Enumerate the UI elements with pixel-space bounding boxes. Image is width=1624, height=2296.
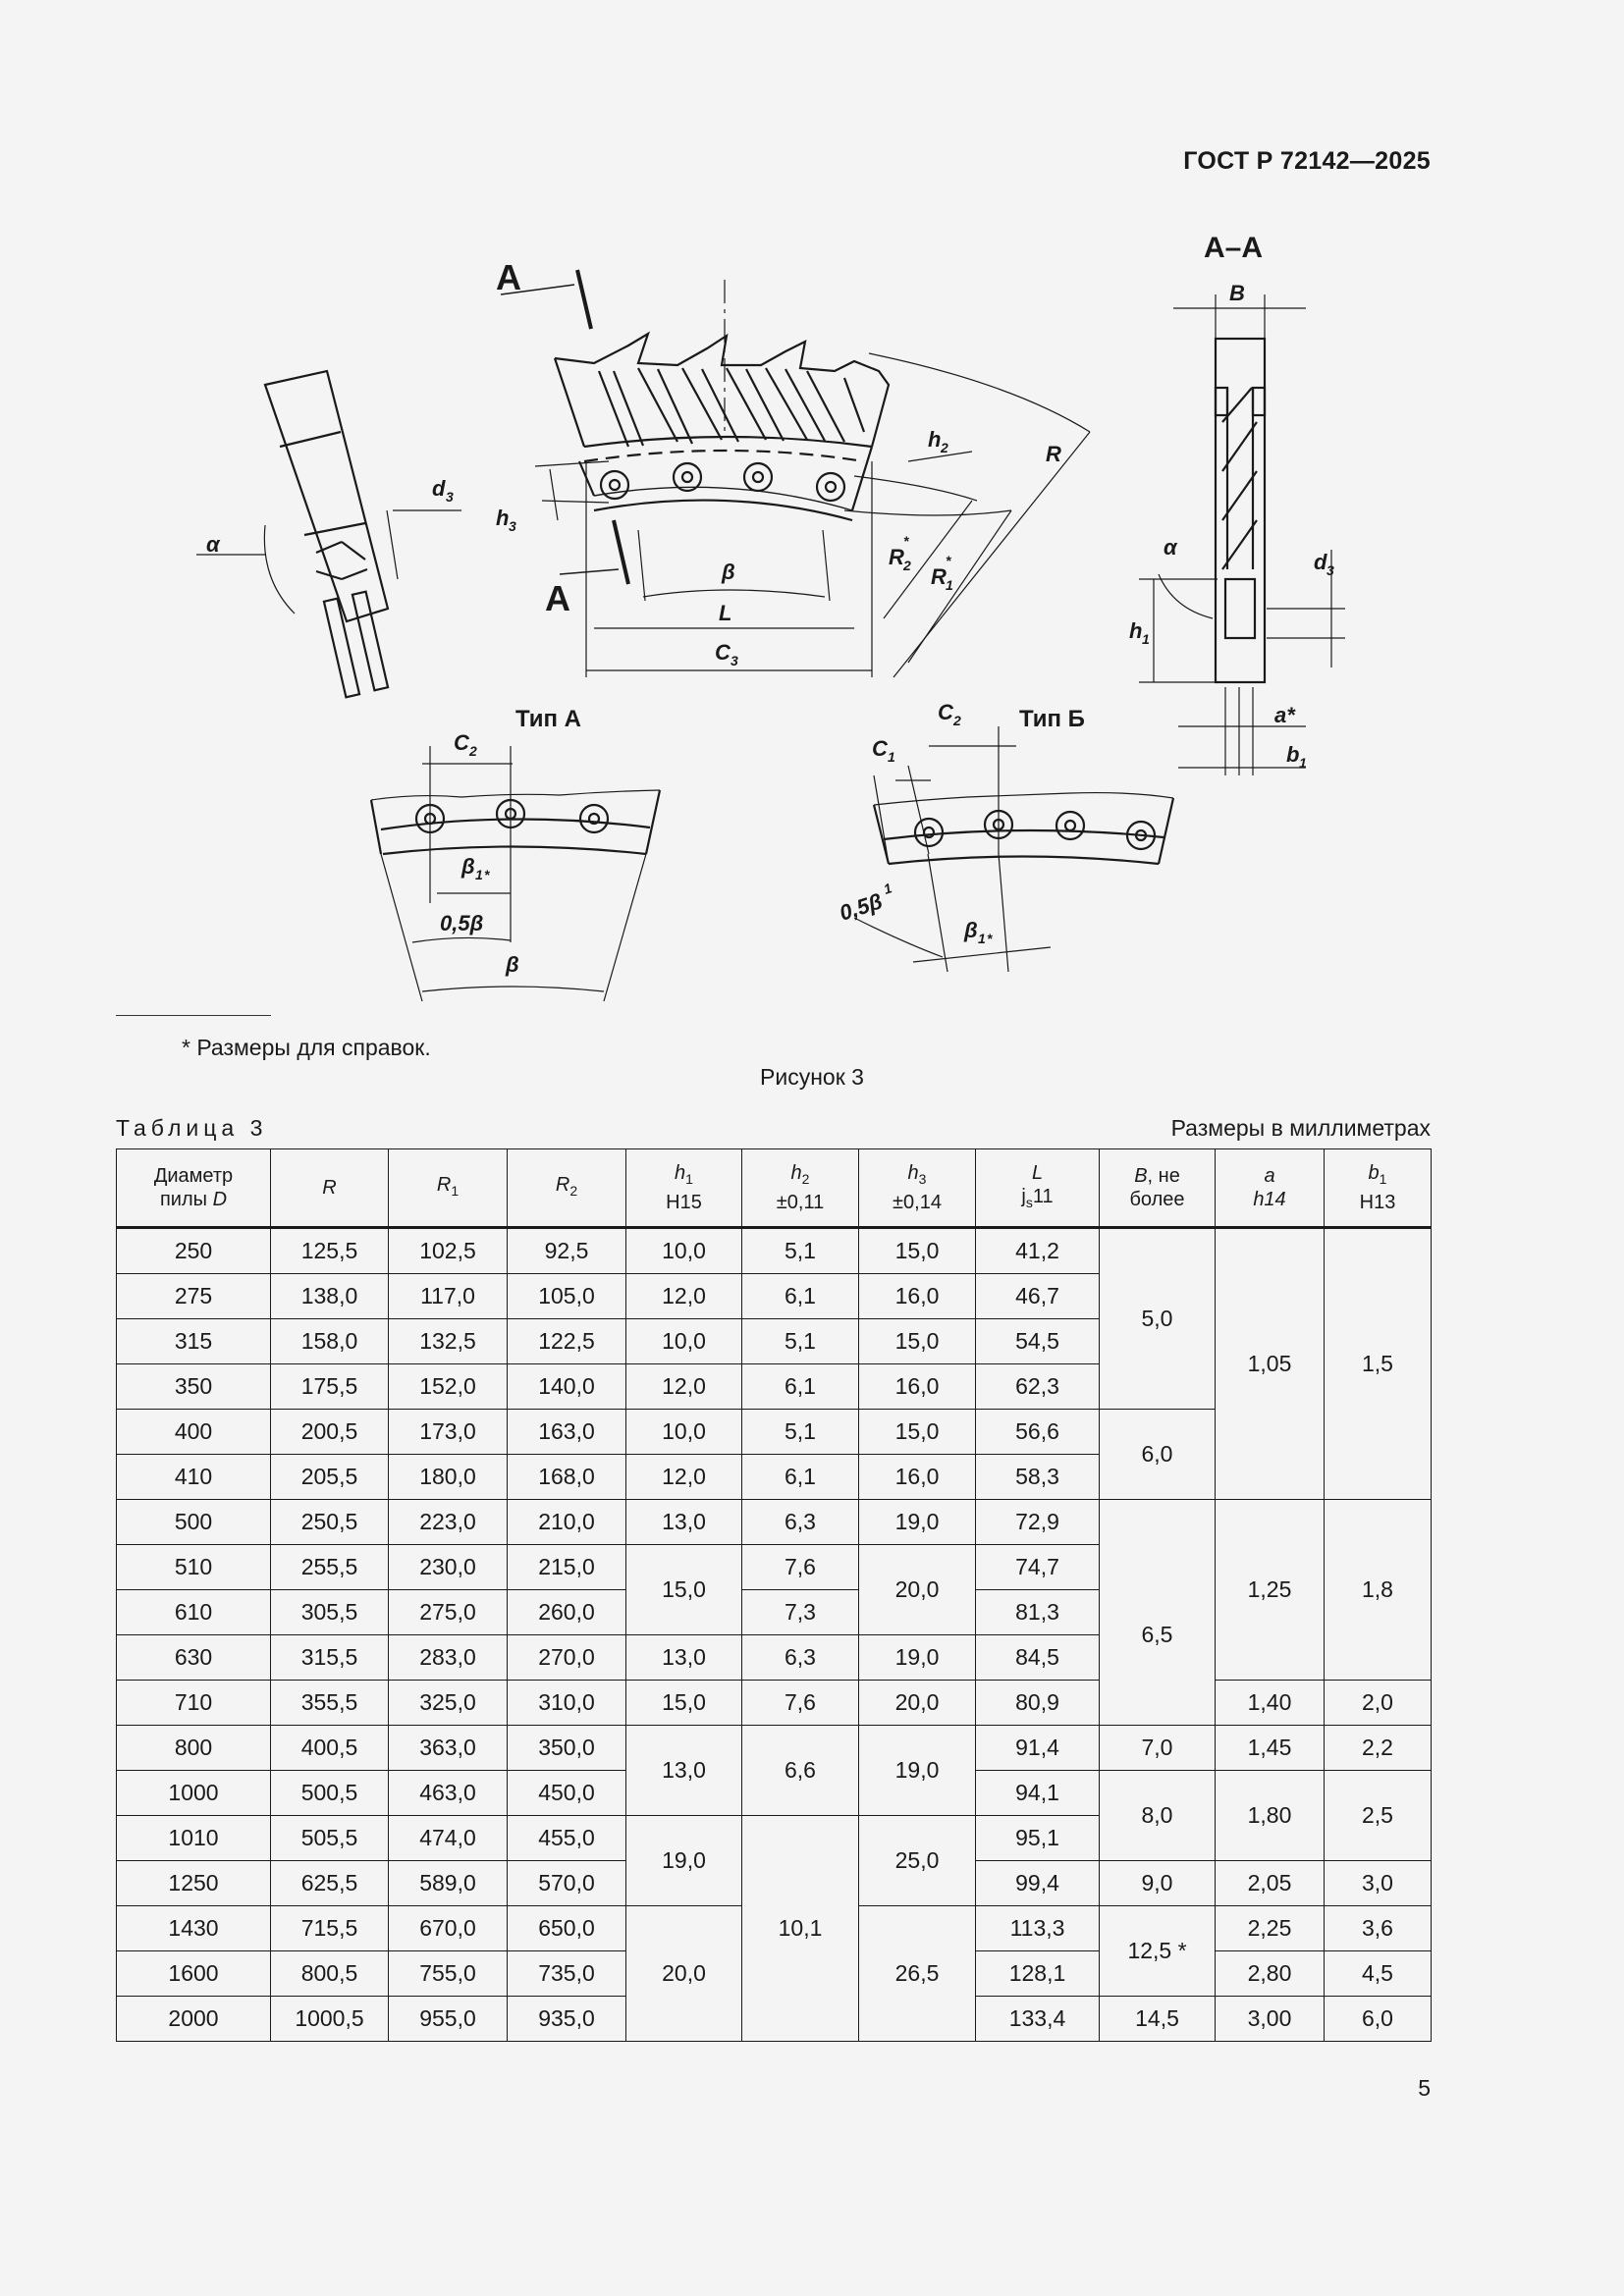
- type-a-label: Тип А: [515, 706, 581, 732]
- cell-r: 205,5: [271, 1455, 389, 1500]
- dim-half-beta1-b-sub: 1: [881, 880, 894, 897]
- dim-beta: β: [722, 560, 735, 584]
- cell-h3: 15,0: [859, 1410, 976, 1455]
- cell-l: 72,9: [976, 1500, 1100, 1545]
- cell-h2: 7,3: [742, 1590, 859, 1635]
- cell-h1: 15,0: [626, 1545, 742, 1635]
- cell-r: 250,5: [271, 1500, 389, 1545]
- cell-l: 56,6: [976, 1410, 1100, 1455]
- cell-h2: 6,1: [742, 1364, 859, 1410]
- cell-b: 12,5 *: [1100, 1906, 1216, 1997]
- cell-r: 1000,5: [271, 1997, 389, 2042]
- dim-r1-star: *: [946, 553, 951, 568]
- dim-c2-a-sub: 2: [469, 743, 477, 759]
- cell-r2: 92,5: [508, 1228, 626, 1274]
- section-view-label: А–А: [1204, 232, 1264, 264]
- cell-l: 94,1: [976, 1771, 1100, 1816]
- table-label: Таблица 3: [116, 1115, 268, 1141]
- cell-h3: 20,0: [859, 1681, 976, 1726]
- cell-r2: 350,0: [508, 1726, 626, 1771]
- dim-h3: h: [496, 506, 510, 530]
- dim-half-beta1-b: 0,5β: [836, 888, 886, 926]
- dim-c2-a: C: [454, 730, 469, 755]
- cell-b: 7,0: [1100, 1726, 1216, 1771]
- type-a-segment: [371, 790, 660, 854]
- header-h2: $h_2$ ±0,11: [742, 1149, 859, 1228]
- cell-h1: 10,0: [626, 1319, 742, 1364]
- cell-l: 113,3: [976, 1906, 1100, 1951]
- cell-b: 9,0: [1100, 1861, 1216, 1906]
- cell-h2: 6,3: [742, 1500, 859, 1545]
- cell-h3: 15,0: [859, 1228, 976, 1274]
- dim-half-beta-a: 0,5β: [440, 911, 484, 935]
- cell-d: 1250: [117, 1861, 271, 1906]
- header-diameter: Диаметр пилы D: [117, 1149, 271, 1228]
- cell-b: 6,5: [1100, 1545, 1216, 1726]
- type-b-label: Тип Б: [1019, 706, 1085, 732]
- cell-h1: 10,0: [626, 1410, 742, 1455]
- cell-b1: 1,8: [1325, 1500, 1432, 1681]
- cell-a: 1,45: [1216, 1726, 1325, 1771]
- dim-h2-sub: 2: [941, 440, 948, 455]
- cell-r2: 270,0: [508, 1635, 626, 1681]
- cell-h2: 6,1: [742, 1274, 859, 1319]
- dim-d3-left: d: [432, 476, 446, 501]
- cell-l: 41,2: [976, 1228, 1100, 1274]
- cell-d: 510: [117, 1545, 271, 1590]
- cell-a: 1,25: [1216, 1500, 1325, 1681]
- dim-d3-right-sub: 3: [1326, 562, 1334, 578]
- cell-h1: 12,0: [626, 1455, 742, 1500]
- dim-beta1-a-sub: 1: [475, 867, 483, 882]
- cell-b: 6,0: [1100, 1410, 1216, 1500]
- table-header-row: [117, 1149, 1432, 1228]
- table-row: [117, 1500, 1432, 1545]
- tooth-dim-lines: [196, 510, 461, 614]
- section-mark-bottom: А: [545, 578, 570, 618]
- cell-r: 715,5: [271, 1906, 389, 1951]
- cell-d: 610: [117, 1590, 271, 1635]
- header-h3: $h_3$ ±0,14: [859, 1149, 976, 1228]
- cell-r2: 450,0: [508, 1771, 626, 1816]
- cell-b1: 1,5: [1325, 1228, 1432, 1500]
- dim-beta-a: β: [506, 952, 519, 977]
- cell-d: 315: [117, 1319, 271, 1364]
- cell-h3: 20,0: [859, 1545, 976, 1635]
- dim-c1-b: C: [872, 736, 888, 761]
- dim-r1-sub: 1: [946, 577, 953, 593]
- dim-h1: h: [1129, 618, 1143, 643]
- cell-b1: 3,6: [1325, 1906, 1432, 1951]
- cell-r2: 215,0: [508, 1545, 626, 1590]
- cell-b: 14,5: [1100, 1997, 1216, 2042]
- cell-b: 5,0: [1100, 1228, 1216, 1410]
- cell-r1: 117,0: [389, 1274, 508, 1319]
- cell-r2: 310,0: [508, 1681, 626, 1726]
- dim-r: R: [1046, 442, 1061, 466]
- cell-r: 138,0: [271, 1274, 389, 1319]
- cell-l: 99,4: [976, 1861, 1100, 1906]
- dim-beta1-a-star: *: [484, 867, 490, 882]
- cell-h1: 19,0: [626, 1816, 742, 1906]
- dim-h3-sub: 3: [509, 518, 516, 534]
- cell-r1: 325,0: [389, 1681, 508, 1726]
- cell-h3: 19,0: [859, 1500, 976, 1545]
- cell-r2: 140,0: [508, 1364, 626, 1410]
- cell-d: 500: [117, 1500, 271, 1545]
- figure-caption: Рисунок 3: [760, 1064, 864, 1090]
- cell-r1: 275,0: [389, 1590, 508, 1635]
- cell-h3: 15,0: [859, 1319, 976, 1364]
- dim-c1-b-sub: 1: [888, 749, 895, 765]
- cell-b1: 2,2: [1325, 1726, 1432, 1771]
- cell-l: 81,3: [976, 1590, 1100, 1635]
- cell-r1: 283,0: [389, 1635, 508, 1681]
- cell-r: 505,5: [271, 1816, 389, 1861]
- cell-r: 800,5: [271, 1951, 389, 1997]
- cell-h3: 16,0: [859, 1455, 976, 1500]
- cell-h1: 15,0: [626, 1681, 742, 1726]
- header-r1: $R_1$: [389, 1149, 508, 1228]
- footnote: * Размеры для справок.: [182, 1035, 431, 1060]
- cell-r2: 650,0: [508, 1906, 626, 1951]
- cell-d: 710: [117, 1681, 271, 1726]
- dim-c2-b-sub: 2: [953, 713, 961, 728]
- header-a: a h14: [1216, 1149, 1325, 1228]
- technical-drawing: [0, 0, 1624, 1041]
- cell-r1: 755,0: [389, 1951, 508, 1997]
- cell-r2: 260,0: [508, 1590, 626, 1635]
- header-l: L $j_s11$: [976, 1149, 1100, 1228]
- cell-h1: 13,0: [626, 1500, 742, 1545]
- cell-h3: 19,0: [859, 1726, 976, 1816]
- cell-r: 400,5: [271, 1726, 389, 1771]
- cell-a: 2,80: [1216, 1951, 1325, 1997]
- dim-beta1-a: β: [461, 854, 475, 879]
- cell-h2: 6,6: [742, 1726, 859, 1816]
- cell-b1: 6,0: [1325, 1997, 1432, 2042]
- dim-b: B: [1229, 281, 1245, 305]
- cell-h2: 5,1: [742, 1319, 859, 1364]
- segment-dim-lines: [535, 280, 1090, 677]
- document-code: ГОСТ Р 72142—2025: [1183, 147, 1431, 175]
- dim-r2: R: [889, 545, 904, 569]
- page-number: 5: [1418, 2075, 1431, 2101]
- cell-r2: 105,0: [508, 1274, 626, 1319]
- cell-h2: 5,1: [742, 1228, 859, 1274]
- cell-r: 305,5: [271, 1590, 389, 1635]
- cell-h1: 13,0: [626, 1726, 742, 1816]
- dim-r2-star: *: [903, 533, 909, 549]
- dim-alpha-right: α: [1164, 535, 1177, 560]
- cell-r1: 589,0: [389, 1861, 508, 1906]
- cell-r: 175,5: [271, 1364, 389, 1410]
- table-row: [117, 1726, 1432, 1771]
- cell-h2: 7,6: [742, 1681, 859, 1726]
- table-units: Размеры в миллиметрах: [1170, 1115, 1431, 1141]
- cell-r: 158,0: [271, 1319, 389, 1364]
- cell-d: 250: [117, 1228, 271, 1274]
- cell-b: 8,0: [1100, 1771, 1216, 1861]
- cell-r: 125,5: [271, 1228, 389, 1274]
- tooth-profile-view: [265, 371, 388, 697]
- table-row: [117, 1228, 1432, 1274]
- dim-b1-sub: 1: [1299, 755, 1307, 771]
- cell-r: 500,5: [271, 1771, 389, 1816]
- dim-h2: h: [928, 427, 942, 452]
- cell-d: 1000: [117, 1771, 271, 1816]
- dim-beta1-b-star: *: [987, 931, 993, 946]
- cell-h3: 16,0: [859, 1364, 976, 1410]
- dim-r1: R: [931, 564, 947, 589]
- cell-l: 95,1: [976, 1816, 1100, 1861]
- cell-r2: 163,0: [508, 1410, 626, 1455]
- saw-segment-front-view: [555, 334, 889, 520]
- cell-r2: 455,0: [508, 1816, 626, 1861]
- dim-beta1-b-sub: 1: [978, 931, 986, 946]
- cell-r2: 735,0: [508, 1951, 626, 1997]
- cell-r1: 363,0: [389, 1726, 508, 1771]
- cell-h2: 10,1: [742, 1816, 859, 2042]
- cell-h2: 5,1: [742, 1410, 859, 1455]
- cell-h1: 12,0: [626, 1364, 742, 1410]
- header-b1: $b_1$ H13: [1325, 1149, 1432, 1228]
- cell-r1: 152,0: [389, 1364, 508, 1410]
- cell-h1: 13,0: [626, 1635, 742, 1681]
- cell-l: 80,9: [976, 1681, 1100, 1726]
- cell-r1: 223,0: [389, 1500, 508, 1545]
- cell-r: 255,5: [271, 1545, 389, 1590]
- cell-h1: 10,0: [626, 1228, 742, 1274]
- cell-l: 133,4: [976, 1997, 1100, 2042]
- cell-r1: 474,0: [389, 1816, 508, 1861]
- header-h1: $h_1$ H15: [626, 1149, 742, 1228]
- dimensions-table: [116, 1148, 1432, 2042]
- cell-r2: 122,5: [508, 1319, 626, 1364]
- cell-l: 62,3: [976, 1364, 1100, 1410]
- cell-d: 1430: [117, 1906, 271, 1951]
- section-view-a-a: [1216, 339, 1265, 682]
- cell-a: 2,05: [1216, 1861, 1325, 1906]
- cell-h3: 25,0: [859, 1816, 976, 1906]
- cell-r1: 102,5: [389, 1228, 508, 1274]
- dim-l: L: [719, 601, 732, 625]
- cell-r1: 132,5: [389, 1319, 508, 1364]
- cell-b1: 3,0: [1325, 1861, 1432, 1906]
- cell-r2: 210,0: [508, 1500, 626, 1545]
- cell-h1: 20,0: [626, 1906, 742, 2042]
- cell-r: 355,5: [271, 1681, 389, 1726]
- dim-a: a*: [1274, 703, 1295, 727]
- cell-l: 46,7: [976, 1274, 1100, 1319]
- cell-h3: 16,0: [859, 1274, 976, 1319]
- cell-r2: 570,0: [508, 1861, 626, 1906]
- cell-r2: 935,0: [508, 1997, 626, 2042]
- dim-c2-b: C: [938, 700, 953, 724]
- cell-h2: 7,6: [742, 1545, 859, 1590]
- cell-a: 3,00: [1216, 1997, 1325, 2042]
- dim-d3-left-sub: 3: [446, 489, 454, 505]
- dim-r2-sub: 2: [903, 558, 911, 573]
- header-r: R: [271, 1149, 389, 1228]
- cell-h1: 12,0: [626, 1274, 742, 1319]
- cell-d: 1010: [117, 1816, 271, 1861]
- cell-r2: 168,0: [508, 1455, 626, 1500]
- section-mark-top: А: [496, 257, 521, 297]
- dim-b1: b: [1286, 742, 1300, 767]
- dim-c3-sub: 3: [731, 653, 738, 668]
- cell-b1: 4,5: [1325, 1951, 1432, 1997]
- figure-3-drawing: [0, 0, 1624, 1041]
- cell-b-empty: [1100, 1500, 1216, 1545]
- cell-d: 1600: [117, 1951, 271, 1997]
- cell-r: 315,5: [271, 1635, 389, 1681]
- cell-r1: 463,0: [389, 1771, 508, 1816]
- cell-r1: 955,0: [389, 1997, 508, 2042]
- cell-h2: 6,3: [742, 1635, 859, 1681]
- cell-d: 2000: [117, 1997, 271, 2042]
- cell-a: 2,25: [1216, 1906, 1325, 1951]
- cell-r1: 670,0: [389, 1906, 508, 1951]
- cell-a: 1,40: [1216, 1681, 1325, 1726]
- dim-c3: C: [715, 640, 731, 665]
- cell-h3: 19,0: [859, 1635, 976, 1681]
- cell-l: 84,5: [976, 1635, 1100, 1681]
- cell-d: 350: [117, 1364, 271, 1410]
- cell-r1: 180,0: [389, 1455, 508, 1500]
- dim-h1-sub: 1: [1142, 631, 1150, 647]
- type-b-dims: [854, 726, 1051, 972]
- cell-h2: 6,1: [742, 1455, 859, 1500]
- footnote-divider: [116, 1015, 271, 1016]
- dim-alpha-left: α: [206, 532, 220, 557]
- cell-r: 625,5: [271, 1861, 389, 1906]
- cell-l: 74,7: [976, 1545, 1100, 1590]
- cell-d: 800: [117, 1726, 271, 1771]
- dim-beta1-b: β: [964, 918, 978, 942]
- cell-a: 1,80: [1216, 1771, 1325, 1861]
- cell-r1: 173,0: [389, 1410, 508, 1455]
- cell-r: 200,5: [271, 1410, 389, 1455]
- table-row: [117, 1681, 1432, 1726]
- cell-d: 400: [117, 1410, 271, 1455]
- cell-b1: 2,0: [1325, 1681, 1432, 1726]
- dim-d3-right: d: [1314, 550, 1327, 574]
- cell-d: 630: [117, 1635, 271, 1681]
- cell-r1: 230,0: [389, 1545, 508, 1590]
- cell-l: 91,4: [976, 1726, 1100, 1771]
- cell-d: 410: [117, 1455, 271, 1500]
- header-b: B, не более: [1100, 1149, 1216, 1228]
- cell-a: 1,05: [1216, 1228, 1325, 1500]
- cell-l: 58,3: [976, 1455, 1100, 1500]
- type-b-segment: [874, 793, 1173, 864]
- cell-b1: 2,5: [1325, 1771, 1432, 1861]
- cell-l: 54,5: [976, 1319, 1100, 1364]
- cell-d: 275: [117, 1274, 271, 1319]
- header-r2: $R_2$: [508, 1149, 626, 1228]
- cell-h3: 26,5: [859, 1906, 976, 2042]
- cell-l: 128,1: [976, 1951, 1100, 1997]
